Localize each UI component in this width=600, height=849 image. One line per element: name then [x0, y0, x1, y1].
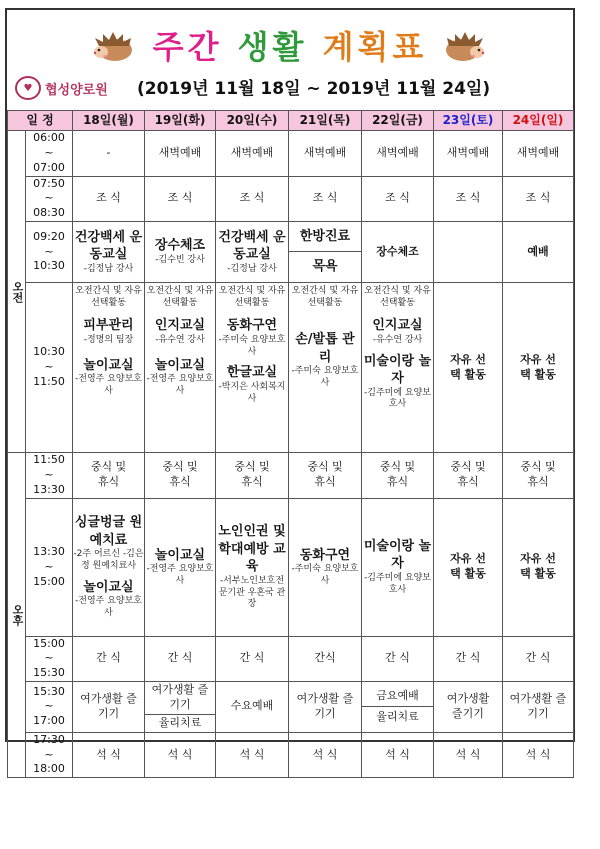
cell: 간 식 — [216, 636, 289, 682]
cell: 중식 및 휴식 — [73, 453, 145, 499]
cell: 석 식 — [362, 732, 434, 778]
cell: 장수체조 -김수빈 강사 — [145, 222, 216, 283]
time-cell: 10:30 ~ 11:50 — [26, 283, 73, 453]
cell: 석 식 — [216, 732, 289, 778]
cell: 자유 선택 활동 — [503, 498, 574, 636]
header-day: 22일(금) — [362, 111, 434, 131]
table-row — [8, 222, 574, 283]
time-cell: 15:30 ~ 17:00 — [26, 682, 73, 733]
time-cell: 13:30 ~ 15:00 — [26, 498, 73, 636]
header-day: 20일(수) — [216, 111, 289, 131]
cell: 한방진료 목욕 — [289, 222, 362, 283]
cell: 새벽예배 — [216, 131, 289, 177]
cell: 싱글벙글 원예치료 -2주 어르신 -김은정 원예치료사 놀이교실 -전영주 요양보호사 — [73, 498, 145, 636]
cell: 오전간식 및 자유선택활동 피부관리 -정명의 팀장 놀이교실 -전영주 요양보호사 — [73, 283, 145, 453]
page-title: 주간 생활 계획표 — [152, 28, 428, 66]
cell: 여가생활 즐기기 율리치료 — [145, 682, 216, 733]
cell: 조 식 — [73, 176, 145, 222]
table-row — [8, 732, 574, 778]
cell: 중식 및 휴식 — [216, 453, 289, 499]
cell: 건강백세 운동교실 -김정남 강사 — [216, 222, 289, 283]
cell: 노인인권 및 학대예방 교육 -서부노인보호전문기관 우혼국 관장 — [216, 498, 289, 636]
cell: 새벽예배 — [289, 131, 362, 177]
header-row — [8, 111, 574, 131]
schedule-table — [7, 110, 574, 778]
period-text: (2019년 11월 18일 ~ 2019년 11월 24일) — [137, 79, 491, 99]
time-cell: 15:00 ~ 15:30 — [26, 636, 73, 682]
cell: 새벽예배 — [503, 131, 574, 177]
heart-logo-icon: ♥ — [15, 76, 41, 100]
cell: 중식 및 휴식 — [289, 453, 362, 499]
cell: 새벽예배 — [434, 131, 503, 177]
header-day-saturday: 23일(토) — [434, 111, 503, 131]
cell: 금요예배 율리치료 — [362, 682, 434, 733]
header-day: 21일(목) — [289, 111, 362, 131]
cell: 여가생활 즐기기 — [434, 682, 503, 733]
table-row — [8, 682, 574, 733]
cell: 자유 선택 활동 — [434, 283, 503, 453]
cell: 중식 및 휴식 — [145, 453, 216, 499]
cell: 석 식 — [503, 732, 574, 778]
time-cell: 06:00 ~ 07:00 — [26, 131, 73, 177]
cell: 오전간식 및 자유선택활동 동화구연 -주미숙 요양보호사 한글교실 -박지은 사회복지사 — [216, 283, 289, 453]
time-cell: 07:50 ~ 08:30 — [26, 176, 73, 222]
table-row — [8, 283, 574, 453]
cell: 여가생활 즐기기 — [289, 682, 362, 733]
cell: 조 식 — [503, 176, 574, 222]
table-row — [8, 636, 574, 682]
cell: 오전간식 및 자유선택활동 인지교실 -유수연 강사 놀이교실 -전영주 요양보호사 — [145, 283, 216, 453]
cell: 건강백세 운동교실 -김정남 강사 — [73, 222, 145, 283]
cell: 새벽예배 — [145, 131, 216, 177]
cell: 놀이교실 -전영주 요양보호사 — [145, 498, 216, 636]
section-afternoon: 오후 — [8, 453, 26, 778]
cell: 오전간식 및 자유선택활동 인지교실 -유수연 강사 미술이랑 놀자 -김주미에 요양보호사 — [362, 283, 434, 453]
cell: 자유 선택 활동 — [503, 283, 574, 453]
time-cell: 11:50 ~ 13:30 — [26, 453, 73, 499]
cell: 예배 — [503, 222, 574, 283]
cell: 석 식 — [145, 732, 216, 778]
cell: 미술이랑 놀자 -김주미에 요양보호사 — [362, 498, 434, 636]
cell: 간 식 — [434, 636, 503, 682]
cell: 여가생활 즐기기 — [503, 682, 574, 733]
page-header — [7, 10, 573, 110]
cell: 자유 선택 활동 — [434, 498, 503, 636]
cell: 중식 및 휴식 — [503, 453, 574, 499]
cell: 조 식 — [362, 176, 434, 222]
header-day: 18일(월) — [73, 111, 145, 131]
cell: 석 식 — [434, 732, 503, 778]
header-day: 19일(화) — [145, 111, 216, 131]
cell: 동화구연 -주미숙 요양보호사 — [289, 498, 362, 636]
cell: 간식 — [289, 636, 362, 682]
cell: 새벽예배 — [362, 131, 434, 177]
cell: 오전간식 및 자유선택활동 손/발톱 관리 -주미숙 요양보호사 — [289, 283, 362, 453]
table-row — [8, 453, 574, 499]
header-schedule: 일 정 — [8, 111, 73, 131]
cell: 조 식 — [434, 176, 503, 222]
cell: 간 식 — [362, 636, 434, 682]
cell — [434, 222, 503, 283]
cell: 장수체조 — [362, 222, 434, 283]
cell: 수요예배 — [216, 682, 289, 733]
cell: 조 식 — [145, 176, 216, 222]
logo-text: 협성양로원 — [45, 82, 108, 98]
section-morning: 오전 — [8, 131, 26, 453]
cell: 중식 및 휴식 — [362, 453, 434, 499]
cell: 중식 및 휴식 — [434, 453, 503, 499]
cell: 조 식 — [289, 176, 362, 222]
header-day-sunday: 24일(일) — [503, 111, 574, 131]
cell: 간 식 — [503, 636, 574, 682]
table-row — [8, 498, 574, 636]
cell: 석 식 — [289, 732, 362, 778]
cell: - — [73, 131, 145, 177]
table-row — [8, 131, 574, 177]
hedgehog-icon — [443, 30, 487, 64]
logo — [15, 76, 108, 100]
cell: 조 식 — [216, 176, 289, 222]
time-cell: 09:20 ~ 10:30 — [26, 222, 73, 283]
cell: 여가생활 즐기기 — [73, 682, 145, 733]
cell: 석 식 — [73, 732, 145, 778]
cell: 간 식 — [145, 636, 216, 682]
schedule-page — [5, 8, 575, 776]
time-cell: 17:30 ~ 18:00 — [26, 732, 73, 778]
table-row — [8, 176, 574, 222]
cell: 간 식 — [73, 636, 145, 682]
